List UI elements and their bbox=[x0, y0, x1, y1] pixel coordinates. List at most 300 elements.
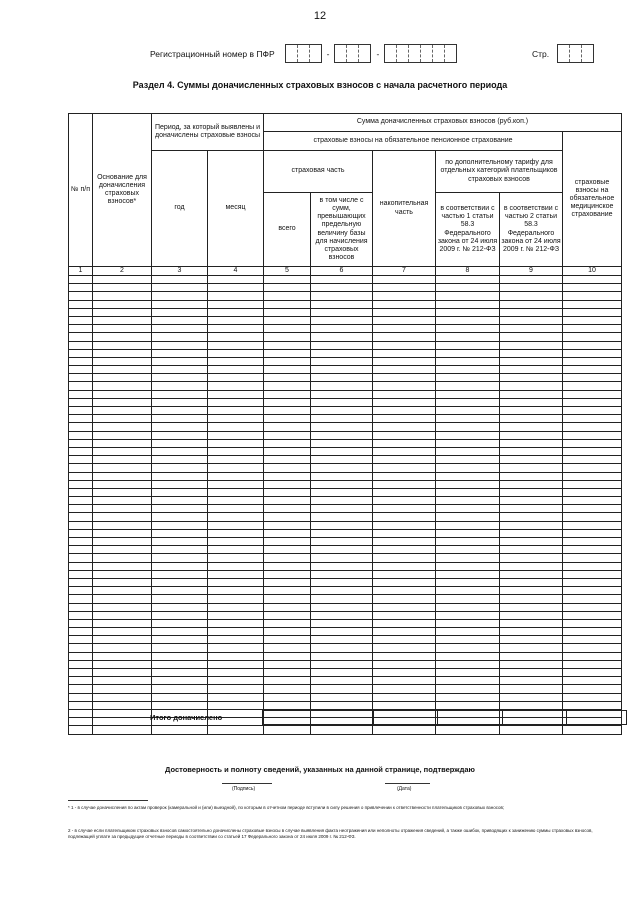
table-cell[interactable] bbox=[311, 505, 373, 513]
table-cell[interactable] bbox=[436, 333, 500, 341]
table-cell[interactable] bbox=[69, 341, 93, 349]
table-cell[interactable] bbox=[311, 480, 373, 488]
table-cell[interactable] bbox=[373, 636, 436, 644]
table-cell[interactable] bbox=[69, 554, 93, 562]
table-cell[interactable] bbox=[500, 497, 563, 505]
table-cell[interactable] bbox=[208, 554, 264, 562]
table-cell[interactable] bbox=[69, 562, 93, 570]
table-cell[interactable] bbox=[152, 316, 208, 324]
table-cell[interactable] bbox=[311, 382, 373, 390]
table-cell[interactable] bbox=[373, 521, 436, 529]
table-cell[interactable] bbox=[500, 660, 563, 668]
table-cell[interactable] bbox=[93, 276, 152, 284]
table-cell[interactable] bbox=[93, 415, 152, 423]
table-cell[interactable] bbox=[500, 570, 563, 578]
table-cell[interactable] bbox=[373, 374, 436, 382]
table-cell[interactable] bbox=[152, 284, 208, 292]
table-cell[interactable] bbox=[311, 488, 373, 496]
table-cell[interactable] bbox=[311, 578, 373, 586]
table-cell[interactable] bbox=[563, 701, 622, 709]
table-cell[interactable] bbox=[373, 677, 436, 685]
table-cell[interactable] bbox=[500, 447, 563, 455]
table-cell[interactable] bbox=[373, 587, 436, 595]
table-cell[interactable] bbox=[152, 390, 208, 398]
table-cell[interactable] bbox=[500, 398, 563, 406]
table-cell[interactable] bbox=[152, 472, 208, 480]
table-cell[interactable] bbox=[264, 669, 311, 677]
table-cell[interactable] bbox=[208, 439, 264, 447]
table-cell[interactable] bbox=[93, 505, 152, 513]
table-cell[interactable] bbox=[264, 333, 311, 341]
table-cell[interactable] bbox=[373, 554, 436, 562]
table-cell[interactable] bbox=[208, 619, 264, 627]
table-cell[interactable] bbox=[436, 390, 500, 398]
table-cell[interactable] bbox=[311, 464, 373, 472]
table-cell[interactable] bbox=[264, 628, 311, 636]
table-cell[interactable] bbox=[500, 366, 563, 374]
table-cell[interactable] bbox=[208, 538, 264, 546]
table-cell[interactable] bbox=[264, 652, 311, 660]
table-cell[interactable] bbox=[208, 415, 264, 423]
date-line[interactable] bbox=[385, 783, 430, 784]
table-cell[interactable] bbox=[311, 644, 373, 652]
table-cell[interactable] bbox=[311, 521, 373, 529]
table-cell[interactable] bbox=[208, 341, 264, 349]
table-cell[interactable] bbox=[208, 693, 264, 701]
table-cell[interactable] bbox=[311, 652, 373, 660]
table-cell[interactable] bbox=[373, 316, 436, 324]
table-cell[interactable] bbox=[500, 349, 563, 357]
table-cell[interactable] bbox=[500, 390, 563, 398]
table-cell[interactable] bbox=[436, 693, 500, 701]
table-cell[interactable] bbox=[208, 390, 264, 398]
table-cell[interactable] bbox=[500, 276, 563, 284]
table-cell[interactable] bbox=[69, 374, 93, 382]
table-cell[interactable] bbox=[500, 726, 563, 734]
table-cell[interactable] bbox=[563, 595, 622, 603]
table-cell[interactable] bbox=[436, 587, 500, 595]
table-cell[interactable] bbox=[69, 382, 93, 390]
table-cell[interactable] bbox=[69, 407, 93, 415]
table-cell[interactable] bbox=[152, 308, 208, 316]
table-cell[interactable] bbox=[93, 333, 152, 341]
table-cell[interactable] bbox=[373, 529, 436, 537]
table-cell[interactable] bbox=[436, 636, 500, 644]
table-cell[interactable] bbox=[264, 644, 311, 652]
table-cell[interactable] bbox=[436, 562, 500, 570]
table-cell[interactable] bbox=[264, 325, 311, 333]
table-cell[interactable] bbox=[373, 497, 436, 505]
table-cell[interactable] bbox=[436, 521, 500, 529]
table-cell[interactable] bbox=[436, 415, 500, 423]
table-cell[interactable] bbox=[264, 300, 311, 308]
table-cell[interactable] bbox=[93, 693, 152, 701]
table-cell[interactable] bbox=[93, 390, 152, 398]
table-cell[interactable] bbox=[152, 464, 208, 472]
table-cell[interactable] bbox=[69, 357, 93, 365]
table-cell[interactable] bbox=[563, 398, 622, 406]
table-cell[interactable] bbox=[311, 316, 373, 324]
table-cell[interactable] bbox=[93, 366, 152, 374]
table-cell[interactable] bbox=[208, 325, 264, 333]
table-cell[interactable] bbox=[563, 480, 622, 488]
table-cell[interactable] bbox=[500, 488, 563, 496]
table-cell[interactable] bbox=[500, 652, 563, 660]
table-cell[interactable] bbox=[563, 505, 622, 513]
table-cell[interactable] bbox=[69, 423, 93, 431]
table-cell[interactable] bbox=[264, 611, 311, 619]
table-cell[interactable] bbox=[69, 677, 93, 685]
table-cell[interactable] bbox=[436, 300, 500, 308]
table-cell[interactable] bbox=[436, 611, 500, 619]
table-cell[interactable] bbox=[93, 488, 152, 496]
table-cell[interactable] bbox=[436, 349, 500, 357]
table-cell[interactable] bbox=[69, 636, 93, 644]
table-cell[interactable] bbox=[264, 447, 311, 455]
table-cell[interactable] bbox=[264, 505, 311, 513]
table-cell[interactable] bbox=[93, 709, 152, 717]
table-cell[interactable] bbox=[311, 407, 373, 415]
table-cell[interactable] bbox=[436, 292, 500, 300]
table-cell[interactable] bbox=[93, 628, 152, 636]
table-cell[interactable] bbox=[500, 529, 563, 537]
table-cell[interactable] bbox=[563, 488, 622, 496]
table-cell[interactable] bbox=[373, 308, 436, 316]
table-cell[interactable] bbox=[563, 546, 622, 554]
table-cell[interactable] bbox=[373, 628, 436, 636]
table-cell[interactable] bbox=[563, 349, 622, 357]
table-cell[interactable] bbox=[93, 685, 152, 693]
table-cell[interactable] bbox=[69, 366, 93, 374]
table-cell[interactable] bbox=[436, 554, 500, 562]
table-cell[interactable] bbox=[311, 456, 373, 464]
table-cell[interactable] bbox=[311, 726, 373, 734]
table-cell[interactable] bbox=[500, 644, 563, 652]
table-cell[interactable] bbox=[69, 325, 93, 333]
table-cell[interactable] bbox=[69, 611, 93, 619]
table-cell[interactable] bbox=[208, 366, 264, 374]
table-cell[interactable] bbox=[152, 726, 208, 734]
table-cell[interactable] bbox=[152, 669, 208, 677]
table-cell[interactable] bbox=[373, 669, 436, 677]
table-cell[interactable] bbox=[373, 595, 436, 603]
table-cell[interactable] bbox=[264, 554, 311, 562]
table-cell[interactable] bbox=[373, 660, 436, 668]
table-cell[interactable] bbox=[69, 300, 93, 308]
table-cell[interactable] bbox=[152, 357, 208, 365]
table-cell[interactable] bbox=[436, 357, 500, 365]
table-cell[interactable] bbox=[152, 701, 208, 709]
table-cell[interactable] bbox=[264, 480, 311, 488]
table-cell[interactable] bbox=[264, 431, 311, 439]
table-cell[interactable] bbox=[208, 447, 264, 455]
table-cell[interactable] bbox=[436, 423, 500, 431]
table-cell[interactable] bbox=[152, 693, 208, 701]
table-cell[interactable] bbox=[373, 423, 436, 431]
table-cell[interactable] bbox=[264, 382, 311, 390]
table-cell[interactable] bbox=[93, 636, 152, 644]
reg-field-3[interactable] bbox=[384, 44, 457, 63]
table-cell[interactable] bbox=[500, 374, 563, 382]
signature-line[interactable] bbox=[222, 783, 272, 784]
table-cell[interactable] bbox=[373, 341, 436, 349]
table-cell[interactable] bbox=[373, 578, 436, 586]
table-cell[interactable] bbox=[69, 513, 93, 521]
table-cell[interactable] bbox=[436, 595, 500, 603]
table-cell[interactable] bbox=[69, 390, 93, 398]
table-cell[interactable] bbox=[264, 570, 311, 578]
table-cell[interactable] bbox=[311, 529, 373, 537]
table-cell[interactable] bbox=[436, 685, 500, 693]
table-cell[interactable] bbox=[264, 292, 311, 300]
table-cell[interactable] bbox=[373, 398, 436, 406]
reg-field-2[interactable] bbox=[334, 44, 371, 63]
page-field[interactable] bbox=[557, 44, 594, 63]
total-row[interactable] bbox=[262, 710, 627, 725]
table-cell[interactable] bbox=[208, 529, 264, 537]
table-cell[interactable] bbox=[436, 660, 500, 668]
table-cell[interactable] bbox=[373, 513, 436, 521]
table-cell[interactable] bbox=[500, 603, 563, 611]
table-cell[interactable] bbox=[152, 538, 208, 546]
table-cell[interactable] bbox=[93, 284, 152, 292]
table-cell[interactable] bbox=[264, 587, 311, 595]
table-cell[interactable] bbox=[208, 374, 264, 382]
table-cell[interactable] bbox=[93, 529, 152, 537]
table-cell[interactable] bbox=[500, 480, 563, 488]
table-cell[interactable] bbox=[311, 366, 373, 374]
table-cell[interactable] bbox=[264, 439, 311, 447]
table-cell[interactable] bbox=[152, 300, 208, 308]
table-cell[interactable] bbox=[152, 407, 208, 415]
table-cell[interactable] bbox=[311, 587, 373, 595]
table-cell[interactable] bbox=[311, 513, 373, 521]
table-cell[interactable] bbox=[311, 415, 373, 423]
table-cell[interactable] bbox=[311, 497, 373, 505]
table-cell[interactable] bbox=[500, 292, 563, 300]
table-cell[interactable] bbox=[69, 603, 93, 611]
table-cell[interactable] bbox=[563, 300, 622, 308]
table-cell[interactable] bbox=[563, 390, 622, 398]
table-cell[interactable] bbox=[373, 333, 436, 341]
table-cell[interactable] bbox=[373, 464, 436, 472]
table-cell[interactable] bbox=[373, 357, 436, 365]
table-cell[interactable] bbox=[373, 366, 436, 374]
table-cell[interactable] bbox=[563, 652, 622, 660]
table-cell[interactable] bbox=[563, 644, 622, 652]
table-cell[interactable] bbox=[264, 341, 311, 349]
table-cell[interactable] bbox=[93, 587, 152, 595]
table-cell[interactable] bbox=[500, 423, 563, 431]
table-cell[interactable] bbox=[152, 292, 208, 300]
table-cell[interactable] bbox=[500, 472, 563, 480]
table-cell[interactable] bbox=[500, 439, 563, 447]
table-cell[interactable] bbox=[311, 374, 373, 382]
table-cell[interactable] bbox=[69, 439, 93, 447]
table-cell[interactable] bbox=[563, 472, 622, 480]
table-cell[interactable] bbox=[264, 578, 311, 586]
table-cell[interactable] bbox=[69, 578, 93, 586]
table-cell[interactable] bbox=[152, 660, 208, 668]
table-cell[interactable] bbox=[93, 316, 152, 324]
table-cell[interactable] bbox=[500, 513, 563, 521]
table-cell[interactable] bbox=[436, 669, 500, 677]
table-cell[interactable] bbox=[311, 660, 373, 668]
table-cell[interactable] bbox=[264, 464, 311, 472]
table-cell[interactable] bbox=[264, 603, 311, 611]
table-cell[interactable] bbox=[436, 529, 500, 537]
table-cell[interactable] bbox=[208, 349, 264, 357]
table-cell[interactable] bbox=[93, 595, 152, 603]
table-cell[interactable] bbox=[93, 652, 152, 660]
table-cell[interactable] bbox=[500, 308, 563, 316]
table-cell[interactable] bbox=[563, 603, 622, 611]
table-cell[interactable] bbox=[311, 538, 373, 546]
table-cell[interactable] bbox=[373, 382, 436, 390]
table-cell[interactable] bbox=[152, 652, 208, 660]
table-cell[interactable] bbox=[500, 554, 563, 562]
table-cell[interactable] bbox=[152, 480, 208, 488]
table-cell[interactable] bbox=[208, 570, 264, 578]
table-cell[interactable] bbox=[563, 554, 622, 562]
table-cell[interactable] bbox=[373, 292, 436, 300]
table-cell[interactable] bbox=[69, 431, 93, 439]
table-cell[interactable] bbox=[373, 570, 436, 578]
table-cell[interactable] bbox=[93, 439, 152, 447]
table-cell[interactable] bbox=[208, 316, 264, 324]
table-cell[interactable] bbox=[500, 382, 563, 390]
table-cell[interactable] bbox=[69, 718, 93, 726]
table-cell[interactable] bbox=[563, 685, 622, 693]
table-cell[interactable] bbox=[208, 480, 264, 488]
table-cell[interactable] bbox=[93, 357, 152, 365]
table-cell[interactable] bbox=[208, 357, 264, 365]
table-cell[interactable] bbox=[500, 415, 563, 423]
table-cell[interactable] bbox=[563, 726, 622, 734]
table-cell[interactable] bbox=[373, 325, 436, 333]
table-cell[interactable] bbox=[373, 415, 436, 423]
table-cell[interactable] bbox=[152, 554, 208, 562]
table-cell[interactable] bbox=[264, 357, 311, 365]
table-cell[interactable] bbox=[69, 349, 93, 357]
table-cell[interactable] bbox=[500, 431, 563, 439]
table-cell[interactable] bbox=[373, 644, 436, 652]
table-cell[interactable] bbox=[373, 611, 436, 619]
table-cell[interactable] bbox=[93, 660, 152, 668]
table-cell[interactable] bbox=[264, 398, 311, 406]
table-cell[interactable] bbox=[152, 578, 208, 586]
table-cell[interactable] bbox=[563, 513, 622, 521]
table-cell[interactable] bbox=[563, 407, 622, 415]
table-cell[interactable] bbox=[93, 292, 152, 300]
table-cell[interactable] bbox=[500, 284, 563, 292]
table-cell[interactable] bbox=[500, 357, 563, 365]
table-cell[interactable] bbox=[208, 726, 264, 734]
table-cell[interactable] bbox=[208, 701, 264, 709]
table-cell[interactable] bbox=[436, 677, 500, 685]
table-cell[interactable] bbox=[436, 447, 500, 455]
table-cell[interactable] bbox=[152, 513, 208, 521]
table-cell[interactable] bbox=[436, 398, 500, 406]
table-cell[interactable] bbox=[500, 562, 563, 570]
table-cell[interactable] bbox=[436, 701, 500, 709]
table-cell[interactable] bbox=[500, 407, 563, 415]
table-cell[interactable] bbox=[373, 538, 436, 546]
table-cell[interactable] bbox=[311, 431, 373, 439]
table-cell[interactable] bbox=[152, 529, 208, 537]
table-cell[interactable] bbox=[152, 382, 208, 390]
table-cell[interactable] bbox=[208, 603, 264, 611]
table-cell[interactable] bbox=[563, 374, 622, 382]
table-cell[interactable] bbox=[69, 619, 93, 627]
table-cell[interactable] bbox=[208, 407, 264, 415]
table-cell[interactable] bbox=[152, 595, 208, 603]
table-cell[interactable] bbox=[208, 677, 264, 685]
table-cell[interactable] bbox=[208, 456, 264, 464]
table-cell[interactable] bbox=[93, 644, 152, 652]
table-cell[interactable] bbox=[93, 431, 152, 439]
table-cell[interactable] bbox=[436, 407, 500, 415]
table-cell[interactable] bbox=[152, 374, 208, 382]
table-cell[interactable] bbox=[311, 611, 373, 619]
table-cell[interactable] bbox=[93, 701, 152, 709]
table-cell[interactable] bbox=[93, 669, 152, 677]
table-cell[interactable] bbox=[264, 546, 311, 554]
table-cell[interactable] bbox=[311, 603, 373, 611]
table-cell[interactable] bbox=[152, 628, 208, 636]
table-cell[interactable] bbox=[93, 472, 152, 480]
table-cell[interactable] bbox=[152, 488, 208, 496]
table-cell[interactable] bbox=[264, 562, 311, 570]
table-cell[interactable] bbox=[373, 603, 436, 611]
table-cell[interactable] bbox=[264, 693, 311, 701]
table-cell[interactable] bbox=[69, 685, 93, 693]
table-cell[interactable] bbox=[311, 562, 373, 570]
table-cell[interactable] bbox=[500, 677, 563, 685]
table-cell[interactable] bbox=[436, 431, 500, 439]
table-cell[interactable] bbox=[373, 546, 436, 554]
table-cell[interactable] bbox=[311, 398, 373, 406]
table-cell[interactable] bbox=[264, 423, 311, 431]
table-cell[interactable] bbox=[373, 431, 436, 439]
table-cell[interactable] bbox=[152, 423, 208, 431]
table-cell[interactable] bbox=[264, 308, 311, 316]
table-cell[interactable] bbox=[311, 554, 373, 562]
table-cell[interactable] bbox=[373, 685, 436, 693]
table-cell[interactable] bbox=[69, 316, 93, 324]
table-cell[interactable] bbox=[563, 669, 622, 677]
table-cell[interactable] bbox=[264, 595, 311, 603]
table-cell[interactable] bbox=[500, 456, 563, 464]
table-cell[interactable] bbox=[152, 398, 208, 406]
table-cell[interactable] bbox=[563, 538, 622, 546]
table-cell[interactable] bbox=[69, 693, 93, 701]
table-cell[interactable] bbox=[93, 538, 152, 546]
table-cell[interactable] bbox=[436, 619, 500, 627]
table-cell[interactable] bbox=[264, 374, 311, 382]
table-cell[interactable] bbox=[563, 439, 622, 447]
table-cell[interactable] bbox=[152, 333, 208, 341]
table-cell[interactable] bbox=[69, 644, 93, 652]
table-cell[interactable] bbox=[208, 513, 264, 521]
table-cell[interactable] bbox=[93, 521, 152, 529]
table-cell[interactable] bbox=[373, 652, 436, 660]
table-cell[interactable] bbox=[373, 480, 436, 488]
table-cell[interactable] bbox=[93, 677, 152, 685]
table-cell[interactable] bbox=[436, 464, 500, 472]
table-cell[interactable] bbox=[264, 521, 311, 529]
table-cell[interactable] bbox=[500, 595, 563, 603]
